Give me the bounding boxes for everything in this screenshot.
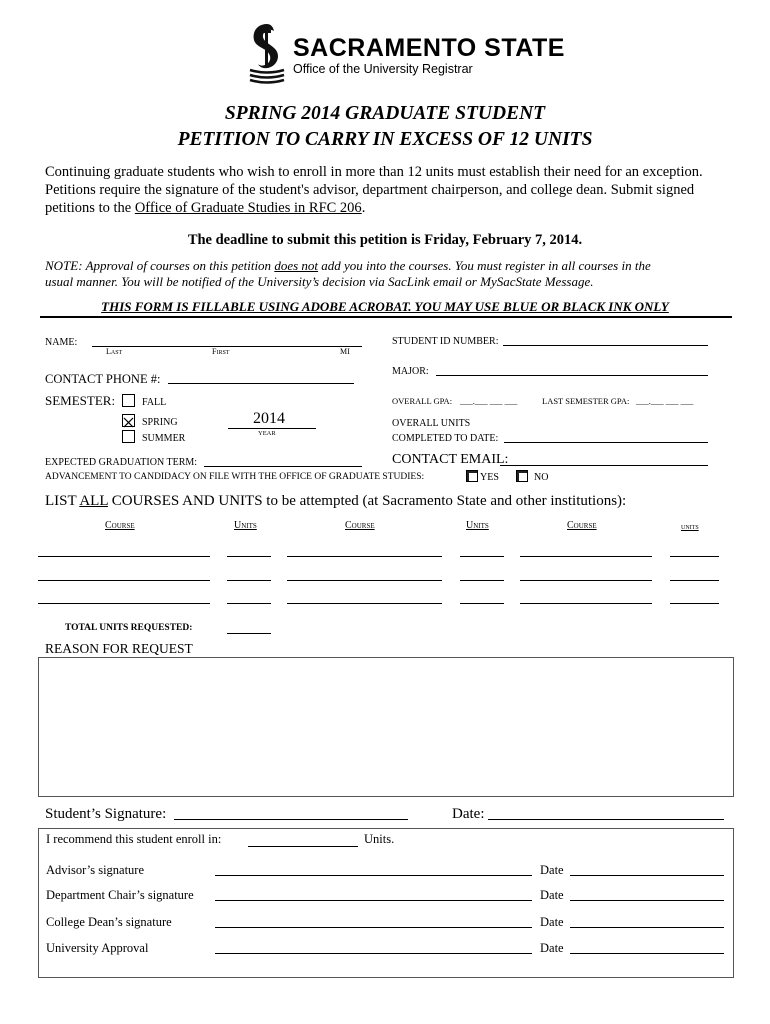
courses-heading: LIST ALL COURSES AND UNITS to be attempted (at Sacramento State and other institutions): (45, 493, 627, 509)
units-field[interactable] (460, 580, 504, 581)
intro-line3: petitions to the Office of Graduate Studies in RFC 206. (45, 200, 366, 216)
units-field[interactable] (227, 580, 271, 581)
fall-checkbox[interactable] (122, 394, 135, 407)
advancement-yes-checkbox[interactable] (466, 470, 478, 482)
course-column-header-3: Course (567, 520, 597, 531)
units-column-header-1: Units (234, 520, 257, 531)
units-field[interactable] (460, 603, 504, 604)
last-semester-gpa-field[interactable]: ___.___ ___ ___ (636, 396, 694, 406)
approval-date-label: Date (540, 941, 564, 955)
intro-line1: Continuing graduate students who wish to enroll in more than 12 units must establish their need for an exception. (45, 164, 703, 180)
student-signature-label: Student’s Signature: (45, 806, 167, 822)
chair-signature-label: Department Chair’s signature (46, 888, 194, 902)
deadline-text: The deadline to submit this petition is Friday, February 7, 2014. (187, 232, 583, 248)
university-approval-label: University Approval (46, 941, 149, 955)
contact-phone-label: CONTACT PHONE #: (45, 372, 161, 386)
units-field[interactable] (670, 580, 719, 581)
units-field[interactable] (460, 556, 504, 557)
page-title-line2: PETITION TO CARRY IN EXCESS OF 12 UNITS (177, 129, 593, 150)
course-field[interactable] (287, 556, 442, 557)
course-field[interactable] (38, 603, 210, 604)
units-field[interactable] (670, 603, 719, 604)
major-label: MAJOR: (392, 366, 429, 377)
chair-signature-field[interactable] (215, 900, 532, 901)
graduate-studies-link[interactable]: Office of Graduate Studies in RFC 206 (134, 200, 362, 216)
reason-label: REASON FOR REQUEST (45, 641, 193, 656)
dean-signature-label: College Dean’s signature (46, 915, 172, 929)
mi-caption: MI (340, 347, 350, 356)
expected-graduation-field[interactable] (204, 466, 362, 467)
approval-date-field[interactable] (570, 953, 724, 954)
units-column-header-2: Units (466, 520, 489, 531)
student-signature-field[interactable] (174, 819, 408, 820)
dean-date-field[interactable] (570, 927, 724, 928)
course-field[interactable] (287, 580, 442, 581)
name-label: NAME: (45, 337, 78, 348)
recommend-text: I recommend this student enroll in: (46, 832, 222, 846)
year-value[interactable]: 2014 (253, 410, 285, 427)
advancement-label: ADVANCEMENT TO CANDIDACY ON FILE WITH THE OFFICE OF GRADUATE STUDIES: (45, 472, 425, 482)
logo-name: SACRAMENTO STATE (293, 34, 565, 62)
overall-units-label: OVERALL UNITS (392, 418, 471, 429)
signature-date-field[interactable] (488, 819, 724, 820)
intro-line2: Petitions require the signature of the student's advisor, department chairperson, and college dean. Submit signed (45, 182, 695, 198)
note-line2: usual manner. You will be notified of the University’s decision via SacLink email or MySacState Message. (45, 274, 594, 289)
course-field[interactable] (520, 603, 652, 604)
dean-date-label: Date (540, 915, 564, 929)
fillable-notice: THIS FORM IS FILLABLE USING ADOBE ACROBAT. YOU MAY USE BLUE OR BLACK INK ONLY (101, 299, 669, 314)
contact-phone-field[interactable] (168, 383, 354, 384)
course-field[interactable] (520, 580, 652, 581)
semester-label: SEMESTER: (45, 393, 116, 408)
recommend-units-label: Units. (364, 832, 395, 846)
units-completed-field[interactable] (504, 442, 708, 443)
summer-label: SUMMER (142, 433, 186, 444)
spring-checkbox[interactable] (122, 414, 135, 427)
course-column-header-1: Course (105, 520, 135, 531)
contact-email-label: CONTACT EMAIL: (392, 452, 509, 467)
reason-textarea[interactable] (38, 657, 734, 797)
units-field[interactable] (670, 556, 719, 557)
course-field[interactable] (287, 603, 442, 604)
advisor-date-field[interactable] (570, 875, 724, 876)
logo-subtitle: Office of the University Registrar (293, 62, 473, 76)
total-units-field[interactable] (227, 633, 271, 634)
student-id-label: STUDENT ID NUMBER: (392, 336, 499, 347)
date-label: Date: (452, 806, 485, 822)
course-column-header-2: Course (345, 520, 375, 531)
note-line1: NOTE: Approval of courses on this petition does not add you into the courses. You must register in all courses in the (45, 258, 651, 273)
expected-graduation-label: EXPECTED GRADUATION TERM: (45, 457, 198, 468)
completed-to-date-label: COMPLETED TO DATE: (392, 433, 499, 444)
advisor-date-label: Date (540, 863, 564, 877)
year-caption: YEAR (258, 430, 276, 437)
fall-label: FALL (142, 397, 167, 408)
advisor-signature-field[interactable] (215, 875, 532, 876)
last-semester-gpa-label: LAST SEMESTER GPA: (542, 396, 630, 406)
no-label: NO (534, 472, 549, 483)
page-title-line1: SPRING 2014 GRADUATE STUDENT (224, 103, 546, 124)
course-field[interactable] (38, 556, 210, 557)
overall-gpa-field[interactable]: ___.___ ___ ___ (460, 396, 518, 406)
first-name-caption: First (212, 347, 230, 356)
spring-label: SPRING (142, 417, 178, 428)
units-column-header-3: units (681, 521, 699, 531)
chair-date-label: Date (540, 888, 564, 902)
course-field[interactable] (520, 556, 652, 557)
advancement-no-checkbox[interactable] (516, 470, 528, 482)
checkmark-x-icon (123, 417, 134, 428)
units-field[interactable] (227, 603, 271, 604)
summer-checkbox[interactable] (122, 430, 135, 443)
yes-label: YES (480, 472, 499, 483)
recommend-units-field[interactable] (248, 846, 358, 847)
overall-gpa-label: OVERALL GPA: (392, 396, 453, 406)
last-name-caption: Last (106, 347, 123, 356)
dean-signature-field[interactable] (215, 927, 532, 928)
chair-date-field[interactable] (570, 900, 724, 901)
university-approval-field[interactable] (215, 953, 532, 954)
student-id-field[interactable] (503, 345, 708, 346)
total-units-label: TOTAL UNITS REQUESTED: (65, 623, 193, 633)
contact-email-field[interactable] (500, 465, 708, 466)
divider (40, 316, 732, 318)
year-field-line (228, 428, 316, 429)
advisor-signature-label: Advisor’s signature (46, 863, 145, 877)
major-field[interactable] (436, 375, 708, 376)
units-field[interactable] (227, 556, 271, 557)
sacramento-state-logo-icon (248, 22, 286, 84)
course-field[interactable] (38, 580, 210, 581)
